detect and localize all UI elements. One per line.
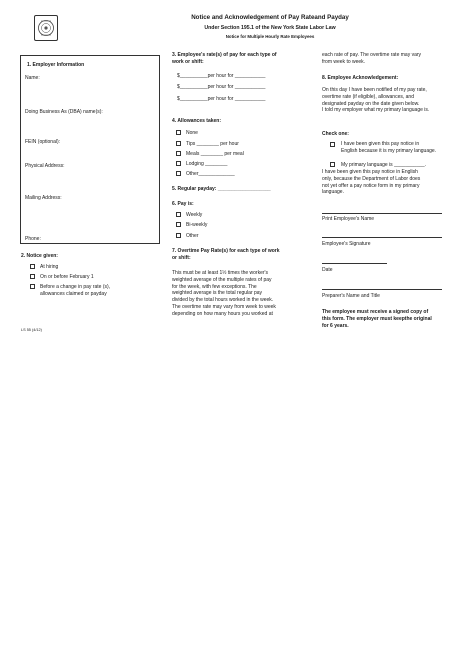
check-one-label: Check one: <box>322 131 349 137</box>
preparer-name-label: Preparer's Name and Title <box>322 293 380 299</box>
overtime-line: weighted average is the total regular pay <box>172 290 263 297</box>
my-primary-language-field[interactable]: My primary language is ___________. <box>341 162 427 168</box>
pay-other-checkbox[interactable] <box>176 233 181 238</box>
pay-other-label: Other <box>186 233 199 239</box>
rates-heading-line1: 3. Employee's rate(s) of pay for each type of <box>172 52 277 58</box>
english-option-line: English because it is my primary language. <box>341 147 437 154</box>
allowance-none-label: None <box>186 130 198 136</box>
form-subtitle-2: Notice for Multiple Hourly Rate Employees <box>225 34 315 39</box>
closing-line: The employee must receive a signed copy of <box>322 309 429 315</box>
closing-line: for 6 years. <box>322 322 349 329</box>
overtime-line: for the week, with few exceptions. The <box>172 283 257 290</box>
other-language-checkbox[interactable] <box>330 162 335 167</box>
closing-line: this form. The employer must keepthe original <box>322 315 432 322</box>
rate-row-1[interactable]: $__________per hour for ___________ <box>177 73 266 79</box>
employee-signature-label: Employee's Signature <box>322 241 371 247</box>
employee-signature-line[interactable] <box>322 237 442 238</box>
allowances-heading: 4. Allowances taken: <box>172 118 221 124</box>
overtime-continued <box>322 52 421 66</box>
pay-weekly-checkbox[interactable] <box>176 212 181 217</box>
overtime-line: The overtime rate may vary from week to week <box>172 303 276 310</box>
february-checkbox[interactable] <box>30 274 35 279</box>
date-line[interactable] <box>322 263 387 264</box>
overtime-line: weighted average of the multiple rates of pay <box>172 276 272 283</box>
name-label: Name: <box>25 75 40 81</box>
mailing-address-label: Mailing Address: <box>25 195 62 201</box>
other-language-line: I have been given this pay notice in English <box>322 169 418 175</box>
form-title: Notice and Acknowledgement of Pay Rateand Payday <box>191 14 349 21</box>
physical-address-label: Physical Address: <box>25 163 65 169</box>
pay-change-label-line2: allowances claimed or payday <box>40 291 107 297</box>
acknowledgement-text <box>322 87 429 114</box>
pay-is-heading: 6. Pay is: <box>172 201 194 207</box>
employee-acknowledgement-heading: 8. Employee Acknowledgement: <box>322 75 399 81</box>
february-label: On or before February 1 <box>40 274 94 280</box>
other-language-text <box>322 169 420 196</box>
allowance-meals-checkbox[interactable] <box>176 151 181 156</box>
overtime-line: depending on how many hours you worked at <box>172 310 273 317</box>
acknowledgement-line: designated payday on the date given below. <box>322 100 420 107</box>
overtime-heading-line2: or shift: <box>172 255 191 261</box>
other-language-line: only, because the Department of Labor does <box>322 175 421 182</box>
pay-weekly-label: Weekly <box>186 212 203 218</box>
rate-row-3[interactable]: $__________per hour for ___________ <box>177 96 266 102</box>
dba-label: Doing Business As (DBA) name(s): <box>25 109 103 115</box>
english-option-text <box>341 141 436 155</box>
preparer-line[interactable] <box>322 289 442 290</box>
acknowledgement-line: overtime rate (if eligible), allowances, and <box>322 93 414 100</box>
overtime-line: This must be at least 1½ times the worker's <box>172 270 268 276</box>
fein-label: FEIN (optional): <box>25 139 61 145</box>
allowance-none-checkbox[interactable] <box>176 130 181 135</box>
at-hiring-label: At hiring <box>40 264 59 270</box>
allowance-tips-label: Tips ________ per hour <box>186 141 239 147</box>
regular-payday-label[interactable]: 5. Regular payday: ___________________ <box>172 186 271 192</box>
pay-biweekly-label: Bi-weekly <box>186 222 208 228</box>
employer-information-box <box>20 55 160 244</box>
other-language-line: language. <box>322 189 344 196</box>
phone-label: Phone: <box>25 236 41 242</box>
print-employee-name-label: Print Employee's Name <box>322 216 375 222</box>
primary-language-english-checkbox[interactable] <box>330 142 335 147</box>
state-seal-icon <box>34 15 58 41</box>
form-subtitle: Under Section 195.1 of the New York State Labor Law <box>204 25 336 31</box>
date-label: Date <box>322 267 333 273</box>
overtime-line: divided by the total hours worked in the week. <box>172 297 274 304</box>
employee-name-line[interactable] <box>322 213 442 214</box>
acknowledgement-line: On this day I have been notified of my pay rate, <box>322 87 427 93</box>
overtime-continued-line: from week to week. <box>322 58 366 65</box>
closing-notice <box>322 309 432 329</box>
allowance-other-checkbox[interactable] <box>176 171 181 176</box>
employer-information-heading: 1. Employer Information <box>27 62 85 68</box>
rate-row-2[interactable]: $__________per hour for ___________ <box>177 84 266 90</box>
other-language-line: not yet offer a pay notice form in my primary <box>322 182 420 189</box>
form-code: LS 55 (4/12) <box>21 328 42 332</box>
rates-heading-line2: work or shift: <box>172 59 204 65</box>
allowance-lodging-checkbox[interactable] <box>176 161 181 166</box>
pay-biweekly-checkbox[interactable] <box>176 222 181 227</box>
allowance-tips-checkbox[interactable] <box>176 141 181 146</box>
allowance-other-label: Other_____________ <box>186 171 235 177</box>
pay-change-checkbox[interactable] <box>30 284 35 289</box>
notice-given-heading: 2. Notice given: <box>21 253 58 259</box>
overtime-explanation <box>172 270 276 318</box>
english-option-line: I have been given this pay notice in <box>341 141 420 147</box>
overtime-heading-line1: 7. Overtime Pay Rate(s) for each type of work <box>172 248 280 254</box>
pay-change-label-line1: Before a change in pay rate (s), <box>40 284 111 290</box>
allowance-meals-label: Meals ________ per meal <box>186 151 244 157</box>
overtime-continued-line: each rate of pay. The overtime rate may vary <box>322 52 422 58</box>
allowance-lodging-label: Lodging ________ <box>186 161 228 167</box>
acknowledgement-line: I told my employer what my primary language is. <box>322 107 430 114</box>
at-hiring-checkbox[interactable] <box>30 264 35 269</box>
